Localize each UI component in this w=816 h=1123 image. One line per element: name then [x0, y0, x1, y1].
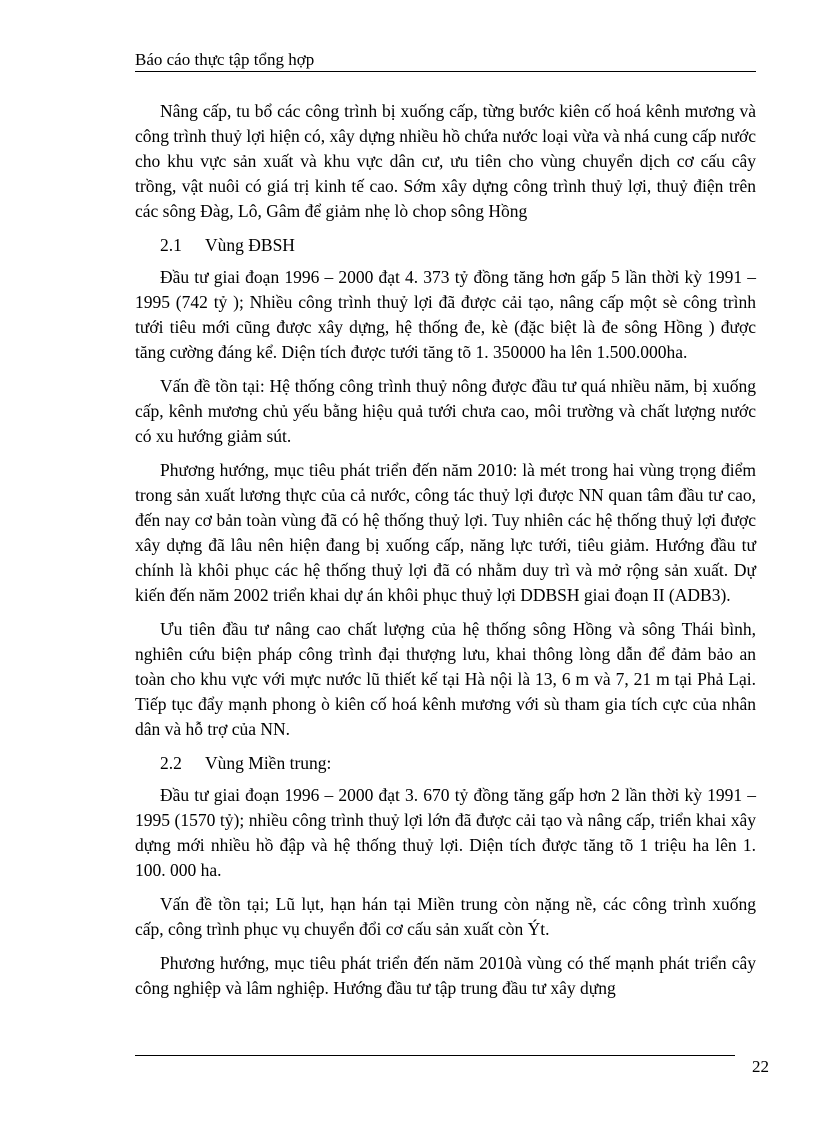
- paragraph-investment-central: Đầu tư giai đoạn 1996 – 2000 đạt 3. 670 tỷ đồng tăng gấp hơn 2 lần thời kỳ 1991 – 1995 (1570 tỷ); nhiều công trình thuỷ lợi lớn đã được cải tạo và nâng cấp, triển khai xây dựng mới nhiều hồ đập và hệ thống thuỷ lợi. Diện tích được tăng tõ 1 triệu ha lên 1. 100. 000 ha.: [135, 785, 756, 880]
- paragraph-direction-central: Phương hướng, mục tiêu phát triển đến năm 2010à vùng có thế mạnh phát triển cây công nghiệp và lâm nghiệp. Hướng đầu tư tập trung đầu tư xây dựng: [135, 953, 756, 998]
- header-title: Báo cáo thực tập tổng hợp: [135, 50, 315, 69]
- paragraph-issues-central: Vấn đề tồn tại; Lũ lụt, hạn hán tại Miền trung còn nặng nề, các công trình xuống cấp, công trình phục vụ chuyển đổi cơ cấu sản xuất còn Ýt.: [135, 894, 756, 939]
- footer-divider: [135, 1055, 735, 1056]
- section-title: Vùng Miền trung:: [205, 753, 332, 773]
- paragraph-direction-dbsh: Phương hướng, mục tiêu phát triển đến năm 2010: là mét trong hai vùng trọng điểm trong sản xuất lương thực của cả nước, công tác thuỷ lợi được NN quan tâm đầu tư cao, đến nay cơ bản toàn vùng đã có hệ thống thuỷ lợi. Tuy nhiên các hệ thống thuỷ lợi được xây dựng đã lâu nên hiện đang bị xuống cấp, năng lực tưới, tiêu giảm. Hướng đầu tư chính là khôi phục các hệ thống thuỷ lợi đã có nhằm duy trì và mở rộng sản xuất. Dự kiến đến năm 2002 triển khai dự án khôi phục thuỷ lợi DDBSH giai đoạn II (ADB3).: [135, 460, 756, 605]
- section-title: Vùng ĐBSH: [205, 235, 295, 255]
- paragraph-priority-dbsh: Ưu tiên đầu tư nâng cao chất lượng của hệ thống sông Hồng và sông Thái bình, nghiên cứu biện pháp công trình đại thượng lưu, khai thông lòng dẫn để đảm bảo an toàn cho khu vực với mực nước lũ thiết kế tại Hà nội là 13, 6 m và 7, 21 m tại Phả Lại. Tiếp tục đẩy mạnh phong ò kiên cố hoá kênh mương với sù tham gia tích cực của nhân dân và hỗ trợ của NN.: [135, 619, 756, 739]
- section-heading-2-2: [135, 751, 756, 776]
- section-heading-2-1: [135, 233, 756, 258]
- page-number: 22: [752, 1057, 769, 1076]
- section-number: 2.2: [160, 753, 182, 773]
- paragraph-intro: Nâng cấp, tu bổ các công trình bị xuống cấp, từng bước kiên cố hoá kênh mương và công trình thuỷ lợi hiện có, xây dựng nhiều hồ chứa nước loại vừa và nhá cung cấp nước cho khu vực sản xuất và khu vực dân cư, ưu tiên cho vùng chuyển dịch cơ cấu cây trồng, vật nuôi có giá trị kinh tế cao. Sớm xây dựng công trình thuỷ lợi, thuỷ điện trên các sông Đàg, Lô, Gâm để giảm nhẹ lò chop sông Hồng: [135, 101, 756, 221]
- header-divider: [135, 71, 756, 72]
- page-body: [135, 99, 756, 1010]
- paragraph-issues-dbsh: Vấn đề tồn tại: Hệ thống công trình thuỷ nông được đầu tư quá nhiều năm, bị xuống cấp, kênh mương chủ yếu bằng hiệu quả tưới chưa cao, môi trường và chất lượng nước có xu hướng giảm sút.: [135, 376, 756, 446]
- paragraph-investment-dbsh: Đầu tư giai đoạn 1996 – 2000 đạt 4. 373 tỷ đồng tăng hơn gấp 5 lần thời kỳ 1991 – 1995 (742 tỷ ); Nhiều công trình thuỷ lợi đã được cải tạo, nâng cấp một sè công trình tưới tiêu mới cũng được xây dựng, hệ thống đe, kè (đặc biệt là đe sông Hồng ) được tăng cường đáng kể. Diện tích được tưới tăng tõ 1. 350000 ha lên 1.500.000ha.: [135, 267, 756, 362]
- section-number: 2.1: [160, 235, 182, 255]
